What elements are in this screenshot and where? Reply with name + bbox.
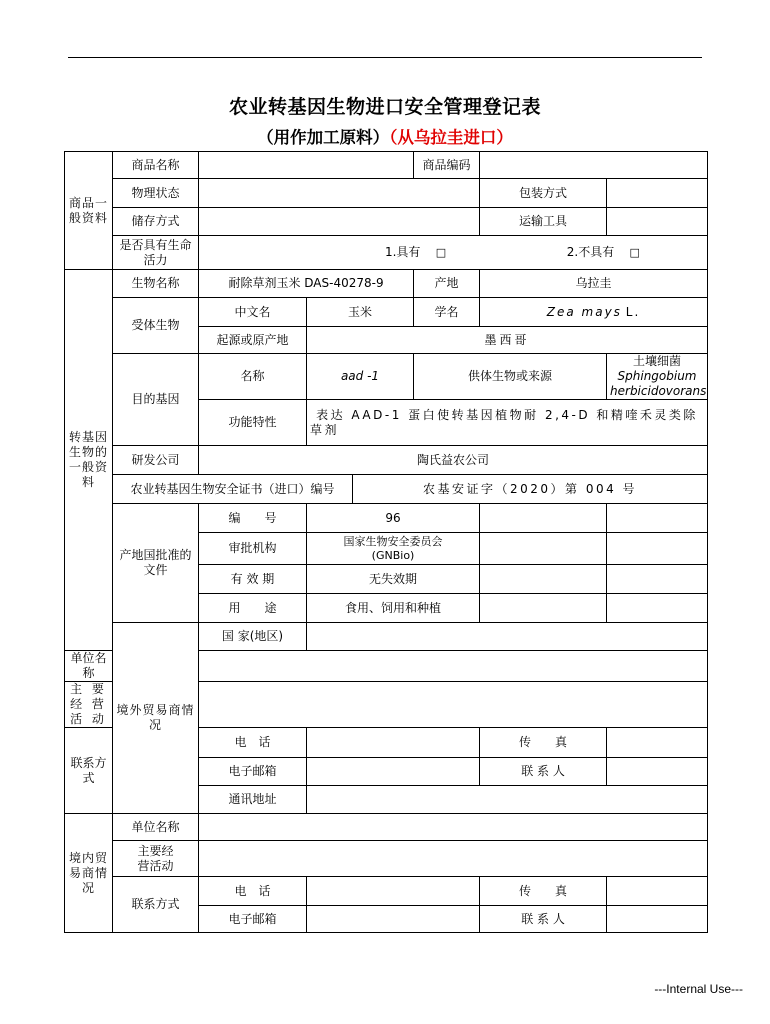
section-gmo: 转基因生物的一般资料 <box>65 270 113 651</box>
foreign-business-value[interactable] <box>199 682 708 728</box>
foreign-unit-label: 单位名称 <box>65 651 113 682</box>
packaging-label: 包装方式 <box>480 179 607 208</box>
storage-label: 储存方式 <box>113 208 199 236</box>
registration-form <box>64 151 708 933</box>
subtitle-usage: （用作加工原料） <box>257 128 390 147</box>
physical-state-label: 物理状态 <box>113 179 199 208</box>
use-value: 食用、饲用和种植 <box>307 594 480 623</box>
option-no[interactable]: 2.不具有 □ <box>566 245 640 259</box>
number-extra-1[interactable] <box>480 504 607 533</box>
vitality-options <box>199 236 708 270</box>
domestic-unit-label: 单位名称 <box>113 814 199 841</box>
agency-extra-1[interactable] <box>480 533 607 565</box>
donor-cn: 土壤细菌 <box>633 354 682 368</box>
section-foreign: 境外贸易商情况 <box>113 623 199 814</box>
company-label: 研发公司 <box>113 446 199 475</box>
origin-value: 乌拉圭 <box>480 270 708 298</box>
domestic-fax-value[interactable] <box>607 877 708 906</box>
transport-label: 运输工具 <box>480 208 607 236</box>
function-value: 表达 AAD-1 蛋白使转基因植物耐 2,4-D 和精喹禾灵类除草剂 <box>307 400 708 446</box>
domestic-email-label: 电子邮箱 <box>199 906 307 933</box>
cert-value: 农基安证字（2020）第 004 号 <box>353 475 708 504</box>
physical-state-value[interactable] <box>199 179 480 208</box>
gene-name-value: aad -1 <box>307 354 414 400</box>
foreign-email-value[interactable] <box>307 758 480 786</box>
domestic-email-value[interactable] <box>307 906 480 933</box>
recipient-label: 受体生物 <box>113 298 199 354</box>
foreign-address-label: 通讯地址 <box>199 786 307 814</box>
gene-name-label: 名称 <box>199 354 307 400</box>
foreign-address-value[interactable] <box>307 786 708 814</box>
foreign-email-label: 电子邮箱 <box>199 758 307 786</box>
target-gene-label: 目的基因 <box>113 354 199 446</box>
cert-label: 农业转基因生物安全证书（进口）编号 <box>113 475 353 504</box>
section-domestic: 境内贸易商情况 <box>65 814 113 933</box>
foreign-business-label: 主 要 经 营 活 动 <box>65 682 113 728</box>
transport-value[interactable] <box>607 208 708 236</box>
goods-name-label: 商品名称 <box>113 152 199 179</box>
donor-sci-1: Sphingobium <box>617 369 697 383</box>
foreign-country-label: 国 家(地区) <box>199 623 307 651</box>
goods-code-value[interactable] <box>480 152 708 179</box>
foreign-person-value[interactable] <box>607 758 708 786</box>
validity-value: 无失效期 <box>307 565 480 594</box>
sci-name-value: Zea mays L. <box>480 298 708 327</box>
storage-value[interactable] <box>199 208 480 236</box>
use-extra-2[interactable] <box>607 594 708 623</box>
bio-name-value: 耐除草剂玉米 DAS-40278-9 <box>199 270 414 298</box>
foreign-fax-label: 传 真 <box>480 728 607 758</box>
domestic-person-value[interactable] <box>607 906 708 933</box>
domestic-person-label: 联 系 人 <box>480 906 607 933</box>
donor-sci-2: herbicidovorans <box>610 384 707 398</box>
cn-name-value: 玉米 <box>307 298 414 327</box>
agency-value: 国家生物安全委员会 (GNBio) <box>307 533 480 565</box>
number-value: 96 <box>307 504 480 533</box>
agency-label: 审批机构 <box>199 533 307 565</box>
source-origin-label: 起源或原产地 <box>199 327 307 354</box>
origin-label: 产地 <box>414 270 480 298</box>
domestic-business-label: 主要经营活动 <box>113 841 199 877</box>
number-extra-2[interactable] <box>607 504 708 533</box>
foreign-unit-value[interactable] <box>199 651 708 682</box>
number-label: 编 号 <box>199 504 307 533</box>
section-goods: 商品一般资料 <box>65 152 113 270</box>
page-title: 农业转基因生物进口安全管理登记表 <box>228 96 541 118</box>
foreign-contact-label: 联系方式 <box>65 728 113 814</box>
footer-note: ---Internal Use--- <box>654 982 743 996</box>
foreign-person-label: 联 系 人 <box>480 758 607 786</box>
goods-code-label: 商品编码 <box>414 152 480 179</box>
domestic-contact-label: 联系方式 <box>113 877 199 933</box>
foreign-fax-value[interactable] <box>607 728 708 758</box>
cn-name-label: 中文名 <box>199 298 307 327</box>
packaging-value[interactable] <box>607 179 708 208</box>
foreign-country-value[interactable] <box>307 623 708 651</box>
page-subtitle <box>0 124 770 148</box>
foreign-phone-label: 电 话 <box>199 728 307 758</box>
approval-label: 产地国批准的文件 <box>113 504 199 623</box>
foreign-phone-value[interactable] <box>307 728 480 758</box>
validity-label: 有 效 期 <box>199 565 307 594</box>
function-label: 功能特性 <box>199 400 307 446</box>
top-rule <box>68 57 702 58</box>
source-origin-value: 墨西哥 <box>307 327 708 354</box>
agency-extra-2[interactable] <box>607 533 708 565</box>
donor-label: 供体生物或来源 <box>414 354 607 400</box>
validity-extra-1[interactable] <box>480 565 607 594</box>
validity-extra-2[interactable] <box>607 565 708 594</box>
checkbox-yes[interactable]: □ <box>435 246 447 259</box>
company-value: 陶氏益农公司 <box>199 446 708 475</box>
domestic-business-value[interactable] <box>199 841 708 877</box>
bio-name-label: 生物名称 <box>113 270 199 298</box>
domestic-fax-label: 传 真 <box>480 877 607 906</box>
use-extra-1[interactable] <box>480 594 607 623</box>
vitality-label: 是否具有生命活力 <box>113 236 199 270</box>
subtitle-origin: （从乌拉圭进口） <box>389 128 513 147</box>
option-yes[interactable]: 1.具有 □ <box>384 245 447 259</box>
domestic-phone-value[interactable] <box>307 877 480 906</box>
domestic-unit-value[interactable] <box>199 814 708 841</box>
checkbox-no[interactable]: □ <box>629 246 640 259</box>
donor-value <box>607 354 708 400</box>
use-label: 用 途 <box>199 594 307 623</box>
sci-name-label: 学名 <box>414 298 480 327</box>
goods-name-value[interactable] <box>199 152 414 179</box>
domestic-phone-label: 电 话 <box>199 877 307 906</box>
